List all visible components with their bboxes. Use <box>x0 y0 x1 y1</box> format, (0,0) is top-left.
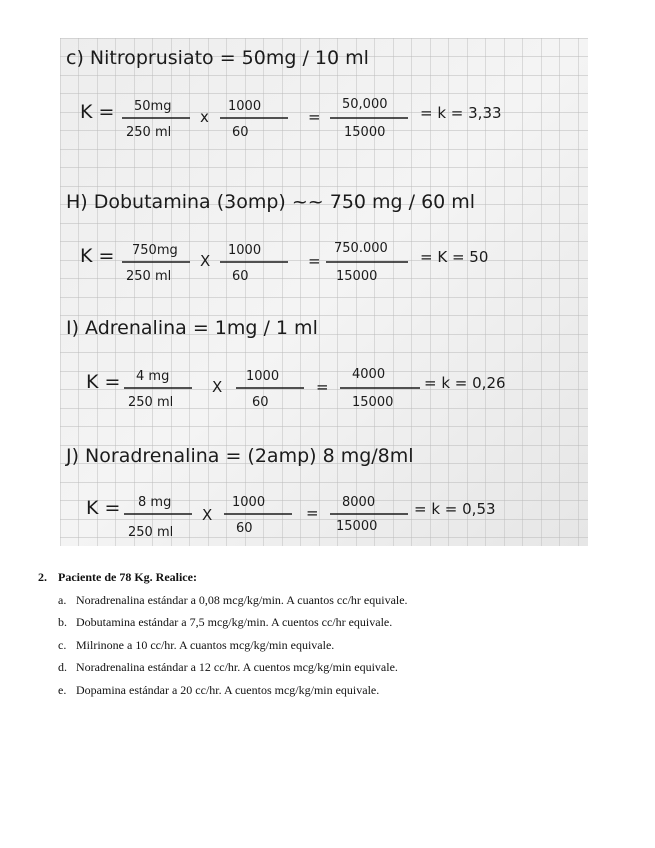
section-i-den3: 15000 <box>352 395 394 410</box>
section-h-num1: 750mg <box>132 243 178 258</box>
section-i-result: = k = 0,26 <box>424 374 506 392</box>
section-h-eq: = <box>308 252 321 270</box>
item-marker: c. <box>58 637 67 652</box>
item-text: Noradrenalina estándar a 0,08 mcg/kg/min. A cuantos cc/hr equivale. <box>76 592 408 607</box>
section-j-num2: 1000 <box>232 495 266 510</box>
section-i-num1: 4 mg <box>136 369 170 384</box>
item-text: Dopamina estándar a 20 cc/hr. A cuentos mcg/kg/min equivale. <box>76 682 380 697</box>
section-j-den2: 60 <box>236 521 253 536</box>
section-c-num2: 1000 <box>228 99 262 114</box>
section-c-k: K = <box>80 101 115 123</box>
section-j-heading: J) Noradrenalina = (2amp) 8 mg/8ml <box>66 445 414 467</box>
handwritten-notes-photo <box>60 38 588 546</box>
question-title-row <box>38 566 618 589</box>
section-i-heading: I) Adrenalina = 1mg / 1 ml <box>66 317 318 339</box>
section-i-x: X <box>212 378 223 396</box>
item-text: Noradrenalina estándar a 12 cc/hr. A cuentos mcg/kg/min equivale. <box>76 660 398 674</box>
section-h-num3: 750.000 <box>334 241 388 256</box>
section-h-den2: 60 <box>232 269 249 284</box>
item-marker: e. <box>58 682 67 697</box>
section-i-k: K = <box>86 371 121 393</box>
section-j-den3: 15000 <box>336 519 378 534</box>
section-h-x: X <box>200 252 211 270</box>
section-i-num2: 1000 <box>246 369 280 384</box>
section-c-eq: = <box>308 108 321 126</box>
question-number: 2. <box>38 570 47 584</box>
section-c-result: = k = 3,33 <box>420 104 502 122</box>
section-i-den2: 60 <box>252 395 269 410</box>
section-c-x: x <box>200 108 209 126</box>
list-item <box>58 656 618 679</box>
list-item <box>58 634 618 657</box>
item-text: Milrinone a 10 cc/hr. A cuantos mcg/kg/min equivale. <box>76 637 335 652</box>
section-i-num3: 4000 <box>352 367 386 382</box>
section-i-den1: 250 ml <box>128 395 174 410</box>
graph-paper <box>60 38 588 546</box>
section-j-result: = k = 0,53 <box>414 500 496 518</box>
section-c-den2: 60 <box>232 125 249 140</box>
section-h-num2: 1000 <box>228 243 262 258</box>
section-c-den3: 15000 <box>344 125 386 140</box>
section-h-result: = K = 50 <box>420 248 489 266</box>
list-item <box>58 679 618 702</box>
section-h-den3: 15000 <box>336 269 378 284</box>
section-c-num3: 50,000 <box>342 97 388 112</box>
section-j-num3: 8000 <box>342 495 376 510</box>
item-text: Dobutamina estándar a 7,5 mcg/kg/min. A cuentos cc/hr equivale. <box>76 615 393 629</box>
section-h-heading: H) Dobutamina (3omp) ~~ 750 mg / 60 ml <box>66 191 476 213</box>
section-j-eq: = <box>306 504 319 522</box>
question-items <box>38 589 618 702</box>
section-c-num1: 50mg <box>134 99 172 114</box>
section-j-x: X <box>202 506 213 524</box>
item-marker: a. <box>58 592 67 607</box>
section-j-den1: 250 ml <box>128 525 174 540</box>
list-item <box>58 589 618 612</box>
item-marker: d. <box>58 660 67 674</box>
section-h-k: K = <box>80 245 115 267</box>
question-title: Paciente de 78 Kg. Realice: <box>58 570 197 584</box>
section-j-k: K = <box>86 497 121 519</box>
section-c-den1: 250 ml <box>126 125 172 140</box>
section-i-eq: = <box>316 378 329 396</box>
item-marker: b. <box>58 615 67 629</box>
section-h-den1: 250 ml <box>126 269 172 284</box>
list-item <box>58 611 618 634</box>
question-block <box>38 566 618 701</box>
section-j-num1: 8 mg <box>138 495 172 510</box>
section-c-heading: c) Nitroprusiato = 50mg / 10 ml <box>66 47 369 69</box>
